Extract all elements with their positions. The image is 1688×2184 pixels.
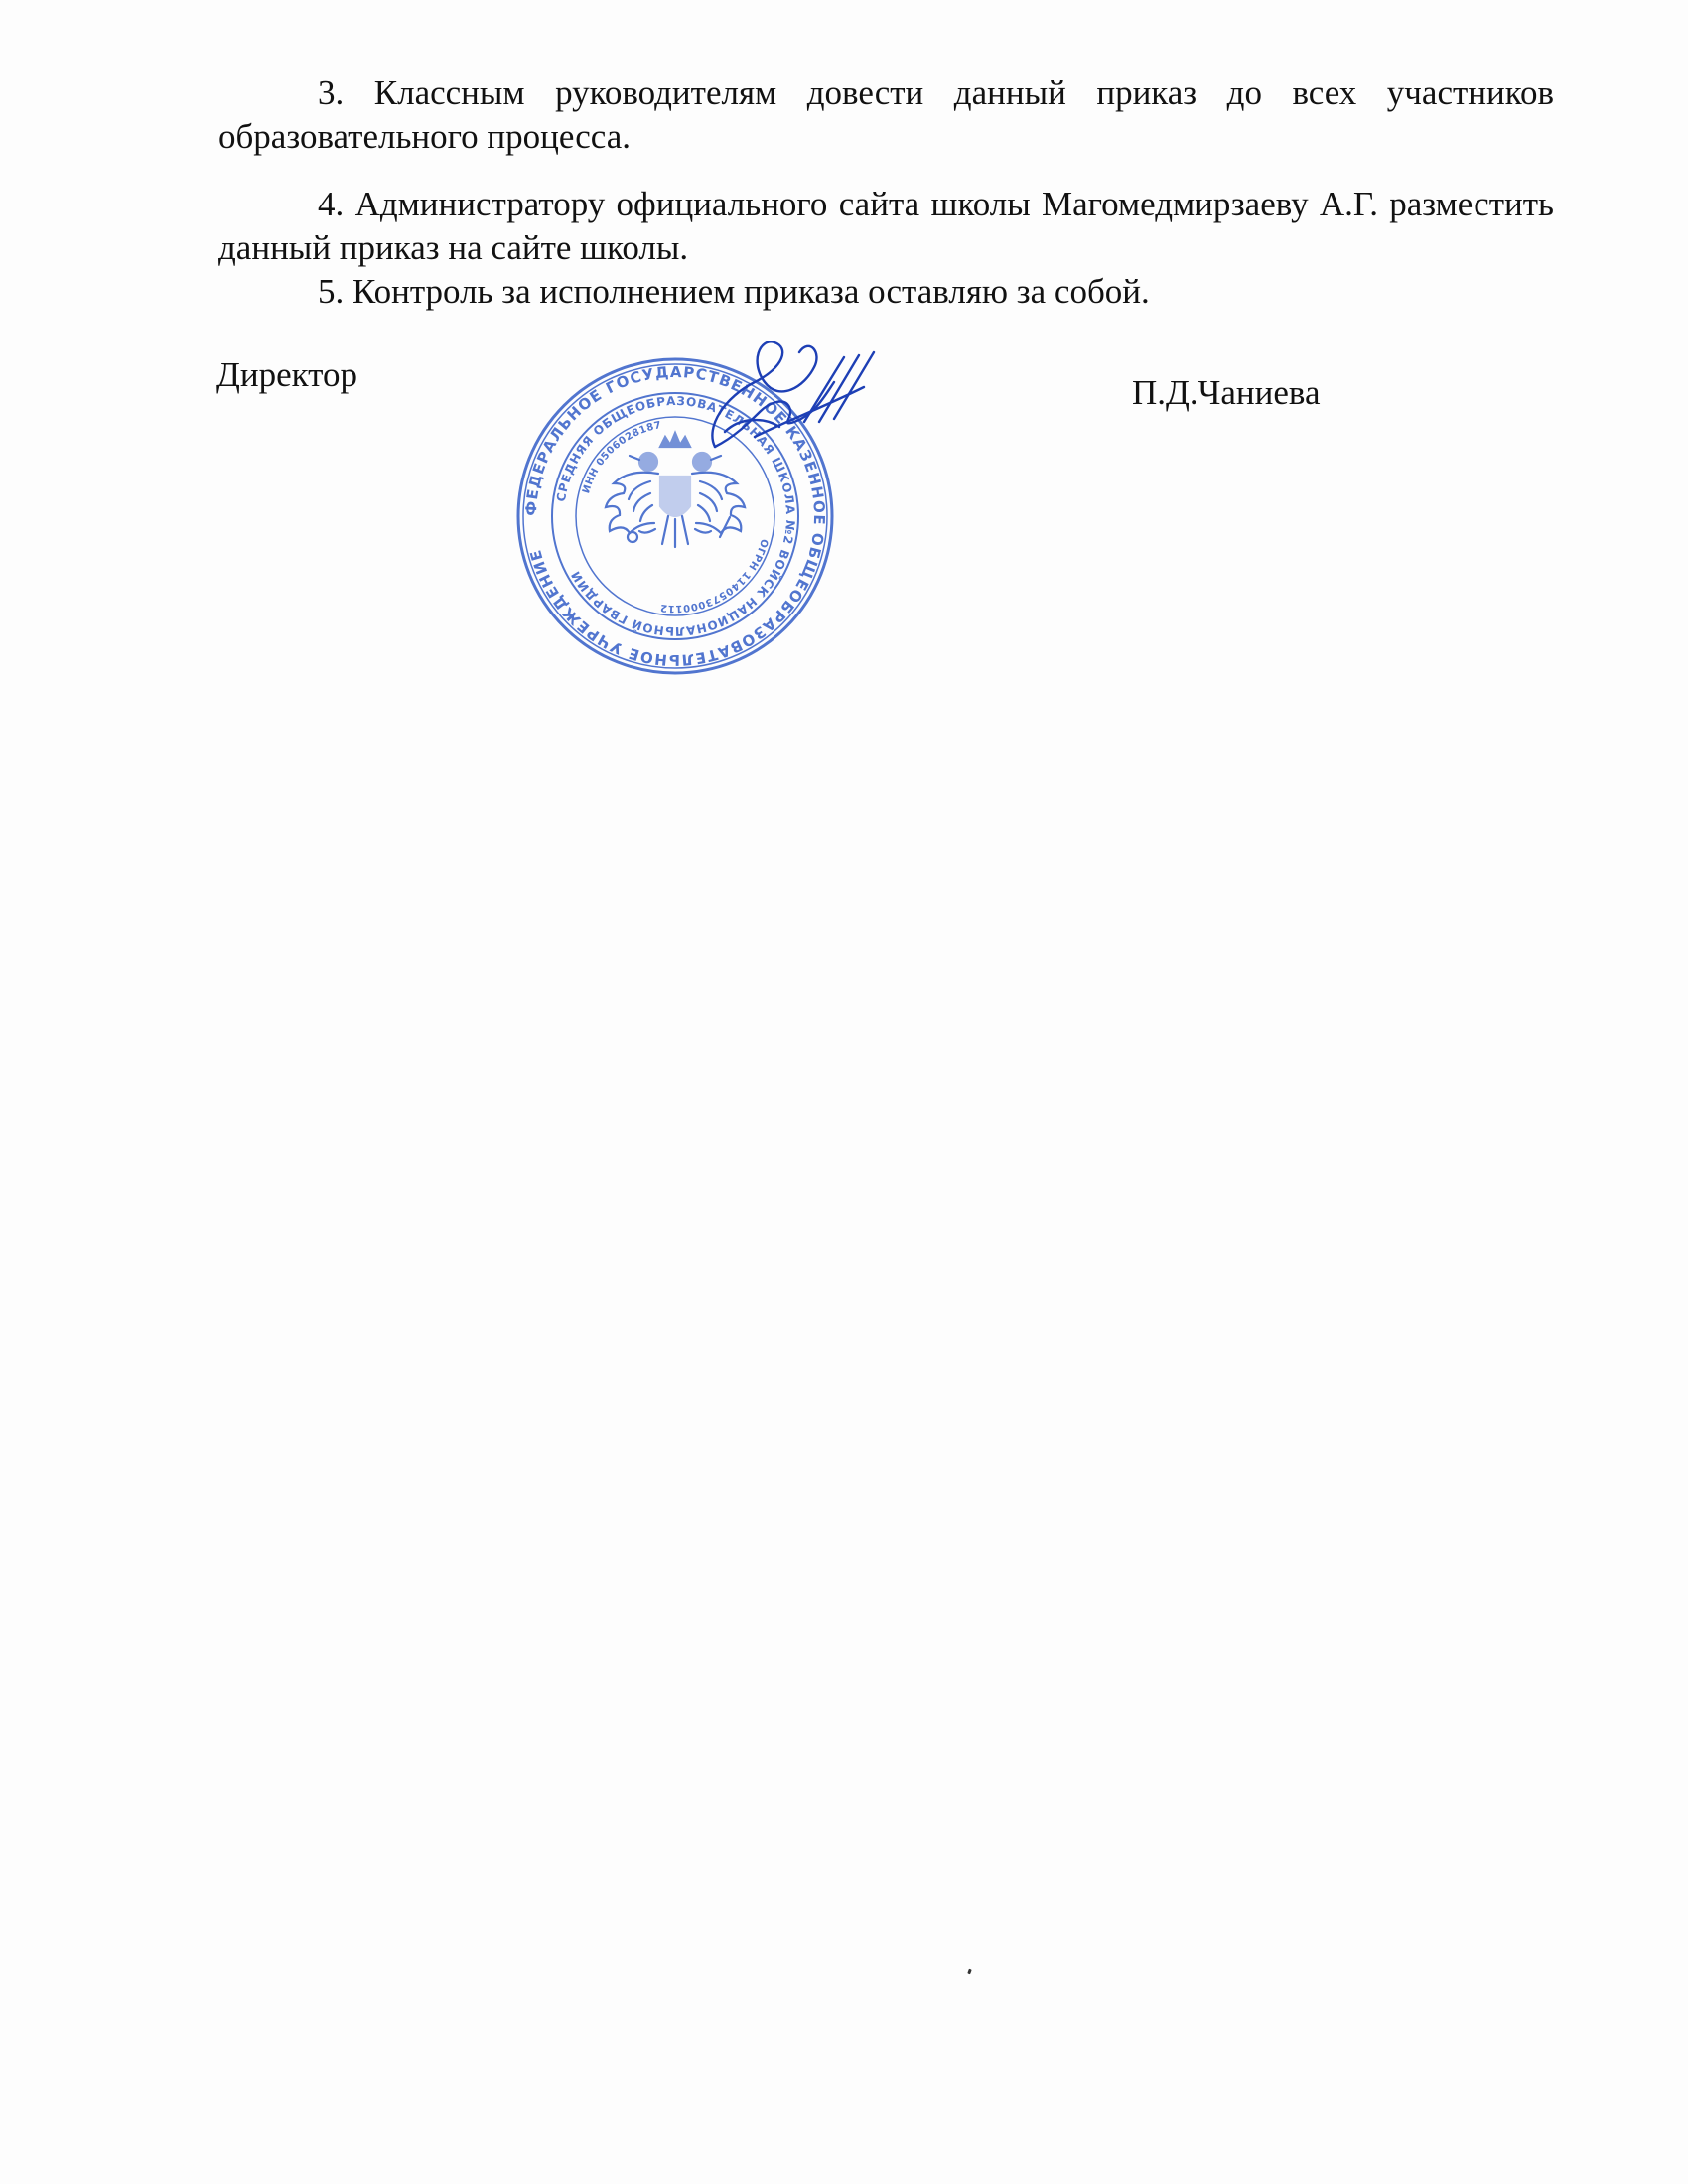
- stamp-inn-text: ИНН 0506028187: [581, 420, 663, 495]
- director-signature: [695, 328, 894, 467]
- paragraph-item-4: 4. Администратору официального сайта школы Магомедмирзаеву А.Г. разместить данный приказ на сайте школы.: [218, 185, 1554, 267]
- paragraph-item-3: 3. Классным руководителям довести данный приказ до всех участников образовательного процесса.: [218, 73, 1554, 156]
- stamp-outer-text: ФЕДЕРАЛЬНОЕ ГОСУДАРСТВЕННОЕ КАЗЕННОЕ ОБЩЕОБРАЗОВАТЕЛЬНОЕ УЧРЕЖДЕНИЕ: [521, 362, 829, 670]
- signatory-title: Директор: [216, 355, 358, 394]
- paragraph-item-5: 5. Контроль за исполнением приказа оставляю за собой.: [318, 272, 1150, 311]
- signatory-name: П.Д.Чаниева: [1132, 373, 1321, 412]
- stamp-inner-text: СРЕДНЯЯ ОБЩЕОБРАЗОВАТЕЛЬНАЯ ШКОЛА №2 ВОЙСК НАЦИОНАЛЬНОЙ ГВАРДИИ: [553, 393, 798, 639]
- scan-speck: [967, 1969, 972, 1975]
- stamp-ogrn-text: ОГРН 1140573000112: [659, 537, 770, 614]
